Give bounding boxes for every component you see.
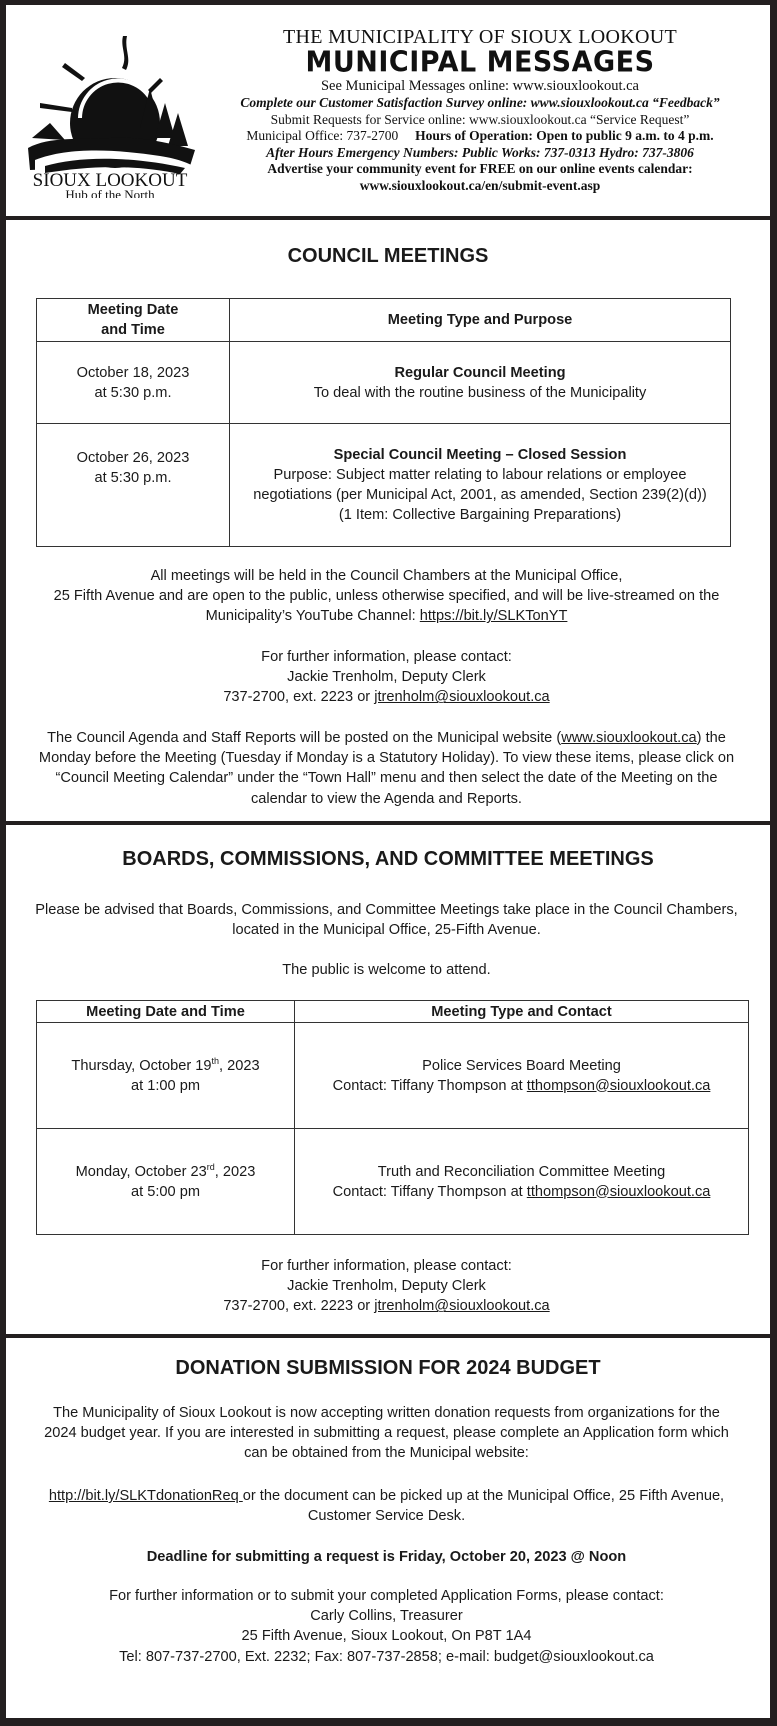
donation-intro-paragraph: The Municipality of Sioux Lookout is now accepting written donation requests from organizations for the 2024 budget year. If you are interested in submitting a request, please complete an Application form which can be obtained from the Municipal website: (44, 1405, 729, 1462)
meeting-type-cell: Police Services Board Meeting Contact: Tiffany Thompson at tthompson@siouxlookout.ca (295, 1023, 749, 1129)
boards-welcome: The public is welcome to attend. (282, 962, 491, 978)
office-hours-line (200, 128, 760, 145)
council-contact-paragraph: For further information, please contact: Jackie Trenholm, Deputy Clerk 737-2700, ext. 2223 or jtrenholm@siouxlookout.ca (223, 649, 550, 706)
contact-email-link[interactable]: tthompson@siouxlookout.ca (526, 1077, 711, 1094)
column-header-type: Meeting Type and Contact (295, 1001, 749, 1023)
requests-line: Submit Requests for Service online: www.siouxlookout.ca “Service Request” (270, 111, 690, 127)
main-title: MUNICIPAL MESSAGES (305, 46, 655, 79)
advertise-line: Advertise your community event for FREE on our online events calendar: (267, 161, 693, 176)
column-header-date: Meeting Date and Time (37, 1001, 295, 1023)
hours-of-operation: Hours of Operation: Open to public 9 a.m. to 4 p.m. (415, 128, 714, 143)
donation-deadline: Deadline for submitting a request is Friday, October 20, 2023 @ Noon (146, 1549, 627, 1565)
boards-section-title: BOARDS, COMMISSIONS, AND COMMITTEE MEETINGS (122, 848, 654, 870)
header-text-block (200, 26, 760, 194)
council-agenda-paragraph: The Council Agenda and Staff Reports will be posted on the Municipal website (www.siouxlookout.ca) the Monday before the Meeting (Tuesday if Monday is a Statutory Holiday). To view these items, please click on “Council Meeting Calendar” under the “Town Hall” menu and then select the date of the Meeting on the calendar to view the Agenda and Reports. (38, 730, 735, 807)
advertise-url[interactable]: www.siouxlookout.ca/en/submit-event.asp (359, 177, 601, 193)
meeting-date-cell: Thursday, October 19th, 2023 at 1:00 pm (37, 1023, 295, 1129)
council-meetings-table (36, 298, 731, 547)
council-section-title: COUNCIL MEETINGS (287, 245, 489, 267)
contact-email-link[interactable]: jtrenholm@siouxlookout.ca (374, 689, 550, 706)
section-divider (0, 1334, 777, 1338)
online-line: See Municipal Messages online: www.siouxlookout.ca (320, 78, 639, 94)
svg-text:SIOUX LOOKOUT: SIOUX LOOKOUT (32, 170, 188, 191)
municipality-title: THE MUNICIPALITY OF SIOUX LOOKOUT (283, 26, 677, 48)
meeting-type-cell: Regular Council Meeting To deal with the routine business of the Municipality (230, 342, 731, 424)
table-header-row (37, 1001, 749, 1023)
boards-meetings-table (36, 1000, 749, 1235)
donation-section-title: DONATION SUBMISSION FOR 2024 BUDGET (175, 1357, 601, 1379)
column-header-type: Meeting Type and Purpose (230, 299, 731, 342)
meeting-type-cell: Truth and Reconciliation Committee Meeting Contact: Tiffany Thompson at tthompson@siouxlookout.ca (295, 1129, 749, 1235)
section-divider (0, 821, 777, 825)
donation-form-link[interactable]: http://bit.ly/SLKTdonationReq (48, 1488, 243, 1504)
boards-contact-paragraph: For further information, please contact: Jackie Trenholm, Deputy Clerk 737-2700, ext. 2223 or jtrenholm@siouxlookout.ca (223, 1258, 550, 1315)
meeting-date-cell: October 18, 2023 at 5:30 p.m. (37, 342, 230, 424)
website-link[interactable]: www.siouxlookout.ca (561, 730, 697, 746)
meeting-date-cell: October 26, 2023 at 5:30 p.m. (37, 424, 230, 547)
sioux-lookout-logo (10, 28, 210, 198)
contact-email-link[interactable]: jtrenholm@siouxlookout.ca (374, 1298, 550, 1315)
council-location-paragraph: All meetings will be held in the Council Chambers at the Municipal Office, 25 Fifth Avenue and are open to the public, unless otherwise specified, and will be live-streamed on the Municipality’s YouTube Channel: https://bit.ly/SLKTonYT (53, 568, 720, 625)
table-row (37, 1023, 749, 1129)
table-row (37, 342, 731, 424)
meeting-date-cell: Monday, October 23rd, 2023 at 5:00 pm (37, 1129, 295, 1235)
donation-contact-paragraph: For further information or to submit your completed Application Forms, please contact: Carly Collins, Treasurer 25 Fifth Avenue, Sioux Lookout, On P8T 1A4 Tel: 807-737-2700, Ext. 2232; Fax: 807-737-2858; e-mail: budget@siouxlookout.ca (109, 1588, 664, 1665)
column-header-date: Meeting Date and Time (37, 299, 230, 342)
meeting-type-cell: Special Council Meeting – Closed Session Purpose: Subject matter relating to labour relations or employee negotiations (per Municipal Act, 2001, as amended, Section 239(2)(d)) (1 Item: Collective Bargaining Preparations) (230, 424, 731, 547)
logo-sun-fish-icon (10, 28, 210, 198)
donation-form-paragraph: http://bit.ly/SLKTdonationReq or the document can be picked up at the Municipal Office, 25 Fifth Avenue, Customer Service Desk. (48, 1488, 725, 1525)
contact-email-link[interactable]: tthompson@siouxlookout.ca (526, 1183, 711, 1200)
survey-line: Complete our Customer Satisfaction Survey online: www.siouxlookout.ca “Feedback” (240, 95, 720, 110)
table-row (37, 424, 731, 547)
office-phone: Municipal Office: 737-2700 (246, 128, 399, 143)
table-header-row (37, 299, 731, 342)
youtube-link[interactable]: https://bit.ly/SLKTonYT (419, 608, 568, 625)
svg-text:Hub of the North: Hub of the North (65, 187, 155, 198)
section-divider (0, 216, 777, 220)
emergency-line: After Hours Emergency Numbers: Public Works: 737-0313 Hydro: 737-3806 (266, 144, 694, 160)
boards-intro-paragraph: Please be advised that Boards, Commissions, and Committee Meetings take place in the Council Chambers, located in the Municipal Office, 25-Fifth Avenue. (35, 902, 738, 939)
table-row (37, 1129, 749, 1235)
